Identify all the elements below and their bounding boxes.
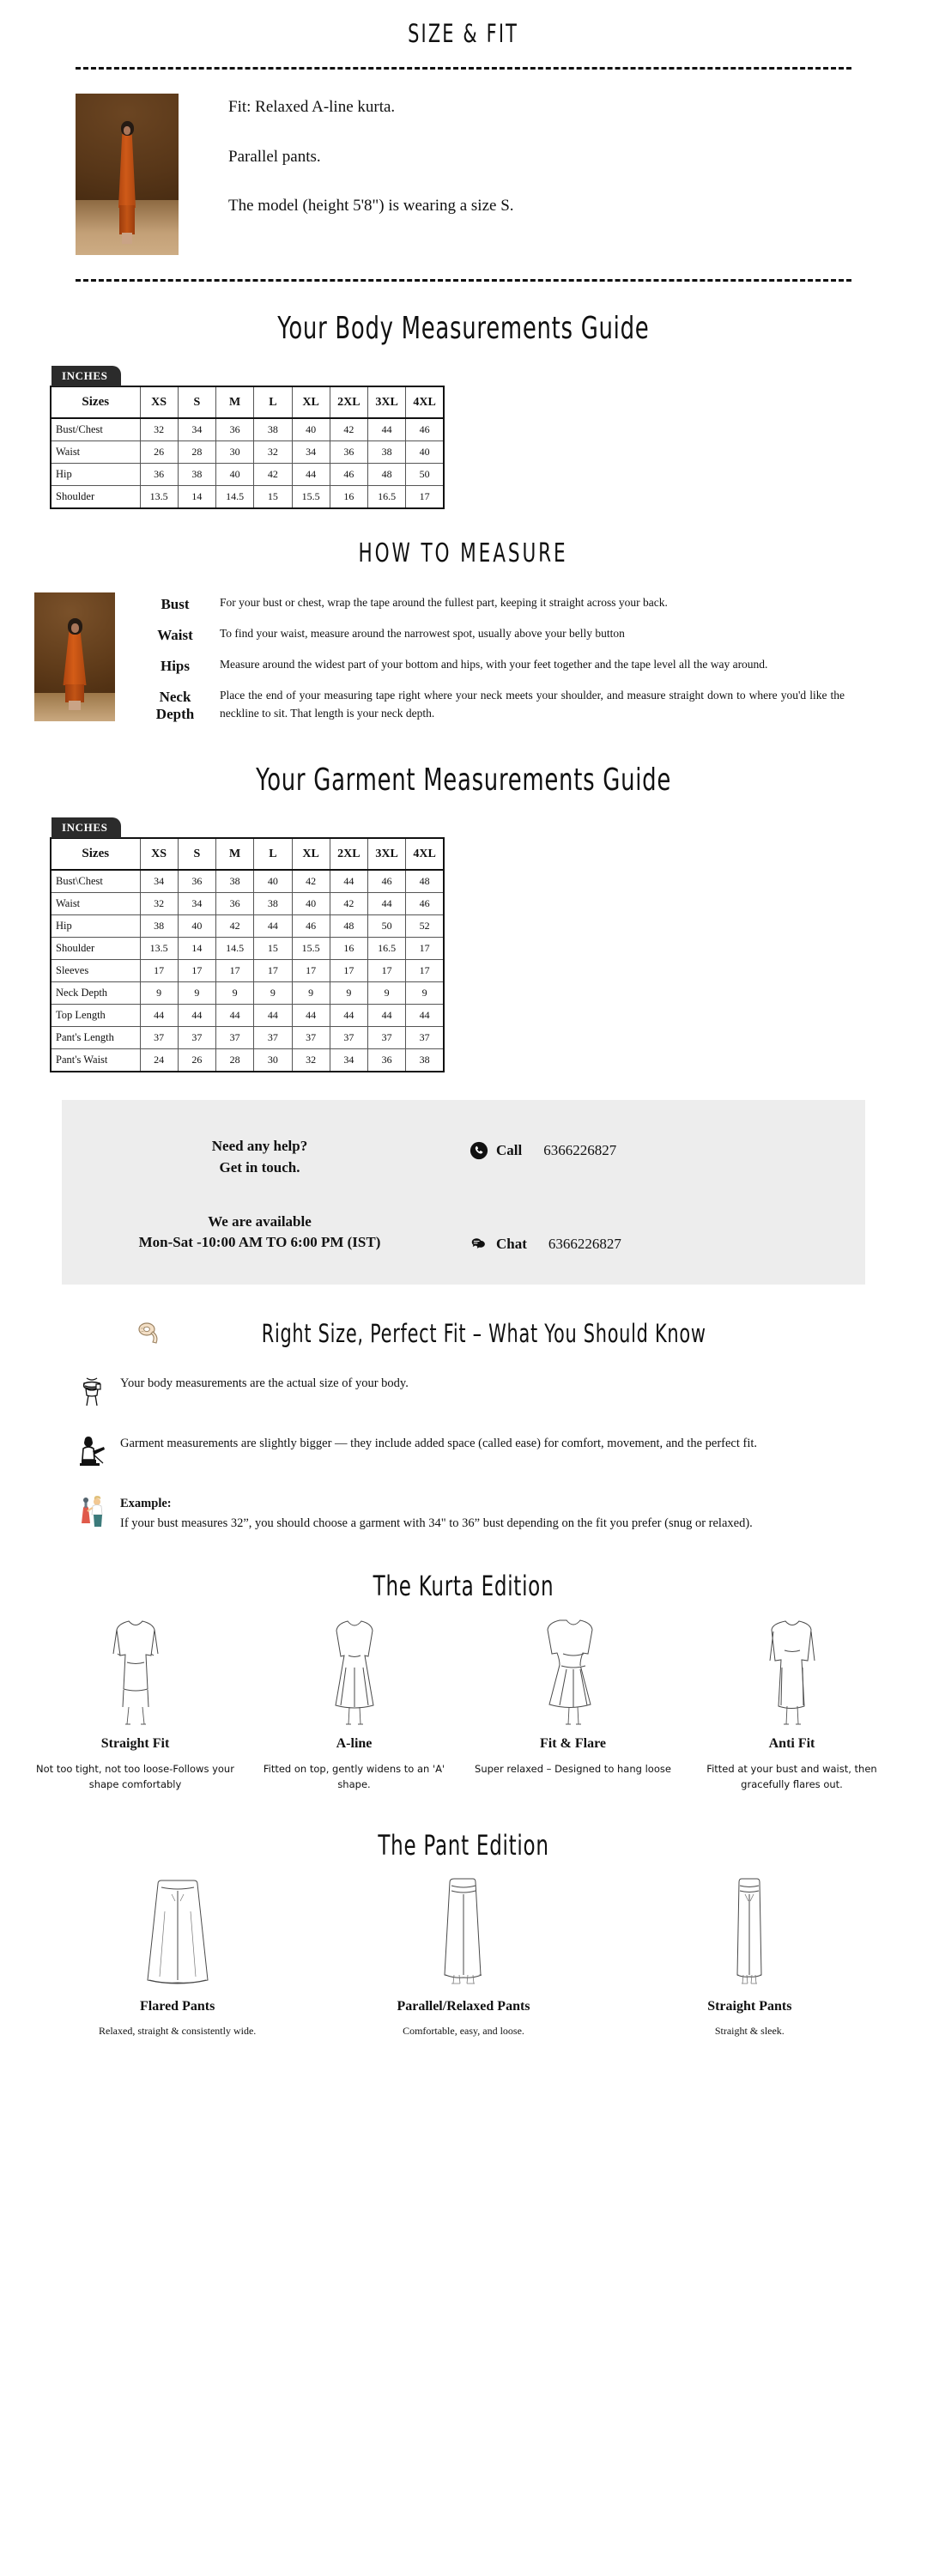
garment-cell: 30 bbox=[254, 1049, 292, 1072]
body-cell: 36 bbox=[216, 418, 254, 441]
garment-cell: 9 bbox=[140, 982, 178, 1005]
page-header bbox=[0, 0, 927, 48]
kurta-label-straight-fit: Straight Fit bbox=[100, 1736, 170, 1752]
pant-desc-flared: Relaxed, straight & consistently wide. bbox=[99, 2024, 257, 2037]
right-size-point-1-text: Your body measurements are the actual size of your body. bbox=[120, 1376, 409, 1390]
garment-cell: 52 bbox=[406, 915, 444, 938]
garment-row-label: Waist bbox=[51, 893, 140, 915]
kurta-label-a-line: A-line bbox=[336, 1736, 373, 1752]
measure-description: To find your waist, measure around the narrowest spot, usually above your belly button bbox=[220, 627, 625, 641]
availability-line-2: Mon-Sat -10:00 AM TO 6:00 PM (IST) bbox=[138, 1234, 381, 1251]
right-size-point-2-text: Garment measurements are slightly bigger — they include added space (called ease) for comfort, movement, and the perfect fit. bbox=[120, 1436, 758, 1450]
garment-cell: 28 bbox=[216, 1049, 254, 1072]
garment-cell: 9 bbox=[368, 982, 406, 1005]
garment-cell: 15.5 bbox=[292, 938, 330, 960]
body-cell: 16 bbox=[330, 486, 367, 509]
garment-guide-table-wrap bbox=[0, 817, 927, 1072]
body-row-label: Bust/Chest bbox=[51, 418, 140, 441]
garment-cell: 34 bbox=[140, 870, 178, 893]
table-row bbox=[51, 893, 444, 915]
right-size-point-1 bbox=[0, 1374, 927, 1408]
garment-cell: 32 bbox=[292, 1049, 330, 1072]
fit-summary-block bbox=[0, 70, 927, 255]
garment-col-4xl: 4XL bbox=[406, 838, 444, 870]
body-cell: 40 bbox=[406, 441, 444, 464]
body-cell: 48 bbox=[368, 464, 406, 486]
right-size-example-text bbox=[120, 1494, 845, 1534]
fitting-illustration-icon bbox=[77, 1494, 106, 1528]
kurta-desc-a-line: Fitted on top, gently widens to an 'A' shape. bbox=[263, 1763, 445, 1790]
garment-cell: 50 bbox=[368, 915, 406, 938]
kurta-figure-straight-fit bbox=[31, 1614, 239, 1726]
body-cell: 17 bbox=[406, 486, 444, 509]
help-text-column bbox=[62, 1131, 457, 1254]
chat-label: Chat bbox=[496, 1235, 527, 1252]
body-row-label: Hip bbox=[51, 464, 140, 486]
body-cell: 34 bbox=[292, 441, 330, 464]
page-title: SIZE & FIT bbox=[408, 19, 519, 48]
body-cell: 44 bbox=[368, 418, 406, 441]
body-col-xs: XS bbox=[140, 386, 178, 418]
garment-cell: 44 bbox=[330, 1005, 367, 1027]
right-size-example bbox=[0, 1494, 927, 1534]
body-col-3xl: 3XL bbox=[368, 386, 406, 418]
garment-cell: 9 bbox=[216, 982, 254, 1005]
pant-card-straight[interactable] bbox=[607, 1870, 893, 2039]
garment-cell: 9 bbox=[292, 982, 330, 1005]
body-cell: 28 bbox=[178, 441, 215, 464]
pant-edition-grid bbox=[0, 1870, 927, 2039]
kurta-figure-fit-flare bbox=[469, 1614, 677, 1726]
garment-cell: 40 bbox=[178, 915, 215, 938]
garment-cell: 17 bbox=[254, 960, 292, 982]
kurta-desc-straight-fit: Not too tight, not too loose-Follows your shape comfortably bbox=[36, 1763, 234, 1790]
measure-description: Measure around the widest part of your bottom and hips, with your feet together and the tape level all the way around. bbox=[220, 658, 768, 671]
garment-cell: 34 bbox=[330, 1049, 367, 1072]
availability-line-1: We are available bbox=[208, 1212, 312, 1230]
call-row[interactable] bbox=[470, 1141, 865, 1160]
call-number[interactable]: 6366226827 bbox=[543, 1142, 617, 1159]
pant-edition-heading-wrap bbox=[0, 1829, 927, 1862]
garment-cell: 37 bbox=[178, 1027, 215, 1049]
garment-cell: 17 bbox=[330, 960, 367, 982]
measuring-tape-icon bbox=[134, 1319, 163, 1348]
garment-cell: 44 bbox=[140, 1005, 178, 1027]
garment-cell: 42 bbox=[216, 915, 254, 938]
garment-col-sizes: Sizes bbox=[51, 838, 140, 870]
garment-cell: 17 bbox=[216, 960, 254, 982]
garment-cell: 46 bbox=[406, 893, 444, 915]
garment-row-label: Pant's Length bbox=[51, 1027, 140, 1049]
garment-cell: 24 bbox=[140, 1049, 178, 1072]
kurta-edition-grid bbox=[0, 1614, 927, 1793]
body-cell: 30 bbox=[216, 441, 254, 464]
garment-cell: 38 bbox=[254, 893, 292, 915]
availability-group bbox=[62, 1212, 457, 1254]
body-cell: 16.5 bbox=[368, 486, 406, 509]
measure-term: Neck Depth bbox=[155, 689, 195, 723]
example-body: If your bust measures 32”, you should choose a garment with 34" to 36” bust depending on the fit you prefer (snug or relaxed). bbox=[120, 1516, 753, 1530]
body-cell: 15 bbox=[254, 486, 292, 509]
table-row bbox=[51, 938, 444, 960]
fit-line-3: The model (height 5'8") is wearing a size S. bbox=[228, 197, 514, 216]
garment-cell: 16 bbox=[330, 938, 367, 960]
kurta-desc-anti-fit: Fitted at your bust and waist, then gracefully flares out. bbox=[706, 1763, 877, 1790]
garment-cell: 38 bbox=[140, 915, 178, 938]
body-measurements-table bbox=[50, 386, 445, 509]
garment-col-3xl: 3XL bbox=[368, 838, 406, 870]
garment-cell: 37 bbox=[254, 1027, 292, 1049]
need-help-group bbox=[62, 1136, 457, 1178]
body-cell: 38 bbox=[368, 441, 406, 464]
chat-number[interactable]: 6366226827 bbox=[548, 1235, 621, 1252]
garment-cell: 17 bbox=[406, 938, 444, 960]
call-label: Call bbox=[496, 1142, 523, 1159]
garment-cell: 37 bbox=[368, 1027, 406, 1049]
measure-term: Bust bbox=[161, 596, 190, 612]
garment-cell: 17 bbox=[140, 960, 178, 982]
chat-icon bbox=[470, 1235, 488, 1254]
garment-cell: 46 bbox=[292, 915, 330, 938]
kurta-edition-heading: The Kurta Edition bbox=[373, 1570, 554, 1603]
pant-figure-straight bbox=[615, 1870, 884, 1990]
pant-figure-parallel bbox=[329, 1870, 597, 1990]
garment-row-label: Bust\Chest bbox=[51, 870, 140, 893]
garment-cell: 37 bbox=[330, 1027, 367, 1049]
kurta-desc-fit-flare: Super relaxed – Designed to hang loose bbox=[475, 1763, 671, 1776]
garment-cell: 36 bbox=[368, 1049, 406, 1072]
garment-row-label: Top Length bbox=[51, 1005, 140, 1027]
kurta-figure-anti-fit bbox=[688, 1614, 896, 1726]
body-col-xl: XL bbox=[292, 386, 330, 418]
pant-label-parallel: Parallel/Relaxed Pants bbox=[397, 1998, 530, 2014]
garment-cell: 44 bbox=[216, 1005, 254, 1027]
kurta-card-anti-fit[interactable] bbox=[682, 1614, 901, 1793]
body-guide-table-wrap bbox=[0, 365, 927, 509]
waist-measure-icon bbox=[77, 1374, 106, 1408]
garment-row-label: Neck Depth bbox=[51, 982, 140, 1005]
body-cell: 26 bbox=[140, 441, 178, 464]
garment-cell: 17 bbox=[292, 960, 330, 982]
body-col-l: L bbox=[254, 386, 292, 418]
garment-cell: 37 bbox=[292, 1027, 330, 1049]
body-cell: 42 bbox=[330, 418, 367, 441]
garment-guide-heading-wrap bbox=[0, 762, 927, 798]
garment-row-label: Pant's Waist bbox=[51, 1049, 140, 1072]
garment-cell: 37 bbox=[216, 1027, 254, 1049]
body-col-sizes: Sizes bbox=[51, 386, 140, 418]
garment-cell: 40 bbox=[292, 893, 330, 915]
table-row bbox=[51, 870, 444, 893]
kurta-figure-a-line bbox=[250, 1614, 458, 1726]
kurta-edition-heading-wrap bbox=[0, 1570, 927, 1602]
kurta-card-a-line[interactable] bbox=[245, 1614, 464, 1793]
pant-edition-heading: The Pant Edition bbox=[378, 1828, 549, 1862]
body-cell: 32 bbox=[140, 418, 178, 441]
garment-cell: 44 bbox=[178, 1005, 215, 1027]
garment-row-label: Shoulder bbox=[51, 938, 140, 960]
pant-figure-flared bbox=[43, 1870, 312, 1990]
table-row bbox=[51, 486, 444, 509]
fit-line-2: Parallel pants. bbox=[228, 147, 321, 166]
body-cell: 44 bbox=[292, 464, 330, 486]
body-col-2xl: 2XL bbox=[330, 386, 367, 418]
measure-instruction-list bbox=[115, 592, 893, 733]
body-row-label: Waist bbox=[51, 441, 140, 464]
phone-icon bbox=[470, 1141, 488, 1160]
pant-desc-parallel: Comfortable, easy, and loose. bbox=[403, 2024, 524, 2037]
body-cell: 40 bbox=[292, 418, 330, 441]
table-row bbox=[51, 1005, 444, 1027]
garment-col-s: S bbox=[178, 838, 215, 870]
measure-row bbox=[130, 623, 893, 644]
garment-cell: 44 bbox=[254, 1005, 292, 1027]
pant-label-straight: Straight Pants bbox=[707, 1998, 792, 2014]
garment-cell: 9 bbox=[406, 982, 444, 1005]
help-contact-column bbox=[457, 1131, 865, 1254]
help-contact-box bbox=[62, 1100, 865, 1285]
model-photo-top bbox=[76, 94, 179, 255]
table-row bbox=[51, 418, 444, 441]
garment-col-xl: XL bbox=[292, 838, 330, 870]
garment-cell: 17 bbox=[406, 960, 444, 982]
body-cell: 46 bbox=[330, 464, 367, 486]
garment-cell: 34 bbox=[178, 893, 215, 915]
need-help-line-1: Need any help? bbox=[211, 1138, 308, 1155]
how-to-measure-heading-wrap bbox=[0, 538, 927, 568]
body-cell: 14.5 bbox=[216, 486, 254, 509]
pant-desc-straight: Straight & sleek. bbox=[714, 2024, 785, 2037]
garment-row-label: Hip bbox=[51, 915, 140, 938]
measure-description: Place the end of your measuring tape right where your neck meets your shoulder, and measure straight down to where you'd like the neckline to sit. That length is your neck depth. bbox=[220, 689, 845, 720]
garment-cell: 9 bbox=[254, 982, 292, 1005]
garment-cell: 44 bbox=[292, 1005, 330, 1027]
table-row bbox=[51, 915, 444, 938]
pant-card-parallel[interactable] bbox=[320, 1870, 606, 2039]
model-photo-measure bbox=[34, 592, 115, 721]
garment-cell: 40 bbox=[254, 870, 292, 893]
body-cell: 50 bbox=[406, 464, 444, 486]
garment-unit-badge: INCHES bbox=[52, 817, 121, 838]
garment-cell: 26 bbox=[178, 1049, 215, 1072]
garment-cell: 37 bbox=[140, 1027, 178, 1049]
garment-col-m: M bbox=[216, 838, 254, 870]
need-help-line-2: Get in touch. bbox=[219, 1158, 300, 1176]
how-to-measure-block bbox=[0, 592, 927, 733]
pant-card-flared[interactable] bbox=[34, 1870, 320, 2039]
how-to-measure-heading: HOW TO MEASURE bbox=[358, 538, 569, 568]
table-row bbox=[51, 1049, 444, 1072]
garment-cell: 36 bbox=[216, 893, 254, 915]
garment-cell: 14.5 bbox=[216, 938, 254, 960]
body-col-4xl: 4XL bbox=[406, 386, 444, 418]
example-label: Example: bbox=[120, 1496, 172, 1510]
measure-description: For your bust or chest, wrap the tape around the fullest part, keeping it straight across your back. bbox=[220, 596, 668, 609]
garment-cell: 48 bbox=[406, 870, 444, 893]
garment-cell: 44 bbox=[368, 1005, 406, 1027]
table-row bbox=[51, 982, 444, 1005]
garment-cell: 9 bbox=[178, 982, 215, 1005]
body-col-s: S bbox=[178, 386, 215, 418]
body-cell: 34 bbox=[178, 418, 215, 441]
table-row bbox=[51, 960, 444, 982]
garment-cell: 48 bbox=[330, 915, 367, 938]
garment-cell: 46 bbox=[368, 870, 406, 893]
divider-bottom bbox=[76, 279, 851, 282]
fit-line-1: Fit: Relaxed A-line kurta. bbox=[228, 98, 396, 116]
garment-cell: 37 bbox=[406, 1027, 444, 1049]
body-guide-heading-wrap bbox=[0, 311, 927, 346]
garment-cell: 44 bbox=[254, 915, 292, 938]
garment-cell: 38 bbox=[406, 1049, 444, 1072]
table-header-row bbox=[51, 386, 444, 418]
table-header-row bbox=[51, 838, 444, 870]
garment-cell: 14 bbox=[178, 938, 215, 960]
body-cell: 15.5 bbox=[292, 486, 330, 509]
garment-col-l: L bbox=[254, 838, 292, 870]
tailor-icon bbox=[77, 1434, 106, 1468]
fit-text-list bbox=[228, 94, 514, 217]
garment-guide-heading: Your Garment Measurements Guide bbox=[256, 762, 671, 799]
measure-term: Waist bbox=[157, 627, 193, 644]
garment-cell: 44 bbox=[406, 1005, 444, 1027]
measure-row bbox=[130, 654, 893, 675]
garment-cell: 38 bbox=[216, 870, 254, 893]
body-cell: 38 bbox=[178, 464, 215, 486]
body-cell: 40 bbox=[216, 464, 254, 486]
table-row bbox=[51, 1027, 444, 1049]
body-unit-badge: INCHES bbox=[52, 366, 121, 386]
chat-row[interactable] bbox=[470, 1235, 865, 1254]
garment-cell: 44 bbox=[368, 893, 406, 915]
measure-term: Hips bbox=[160, 658, 191, 675]
garment-cell: 17 bbox=[368, 960, 406, 982]
right-size-point-2 bbox=[0, 1434, 927, 1468]
measure-row bbox=[130, 685, 893, 723]
garment-col-xs: XS bbox=[140, 838, 178, 870]
measure-row bbox=[130, 592, 893, 613]
kurta-label-anti-fit: Anti Fit bbox=[768, 1736, 815, 1752]
body-cell: 13.5 bbox=[140, 486, 178, 509]
pant-label-flared: Flared Pants bbox=[140, 1998, 215, 2014]
table-row bbox=[51, 464, 444, 486]
body-cell: 46 bbox=[406, 418, 444, 441]
garment-cell: 36 bbox=[178, 870, 215, 893]
right-size-heading-wrap bbox=[0, 1319, 927, 1348]
body-guide-heading: Your Body Measurements Guide bbox=[277, 311, 650, 346]
body-cell: 38 bbox=[254, 418, 292, 441]
garment-row-label: Sleeves bbox=[51, 960, 140, 982]
garment-cell: 9 bbox=[330, 982, 367, 1005]
body-cell: 36 bbox=[140, 464, 178, 486]
body-col-m: M bbox=[216, 386, 254, 418]
garment-cell: 32 bbox=[140, 893, 178, 915]
garment-col-2xl: 2XL bbox=[330, 838, 367, 870]
table-row bbox=[51, 441, 444, 464]
right-size-heading: Right Size, Perfect Fit – What You Should Know bbox=[262, 1318, 706, 1348]
body-cell: 32 bbox=[254, 441, 292, 464]
kurta-card-fit-flare[interactable] bbox=[464, 1614, 682, 1793]
body-cell: 42 bbox=[254, 464, 292, 486]
garment-cell: 17 bbox=[178, 960, 215, 982]
garment-measurements-table bbox=[50, 837, 445, 1072]
garment-cell: 44 bbox=[330, 870, 367, 893]
garment-cell: 42 bbox=[330, 893, 367, 915]
garment-cell: 16.5 bbox=[368, 938, 406, 960]
kurta-label-fit-flare: Fit & Flare bbox=[539, 1736, 606, 1752]
garment-cell: 15 bbox=[254, 938, 292, 960]
garment-cell: 42 bbox=[292, 870, 330, 893]
body-cell: 36 bbox=[330, 441, 367, 464]
body-cell: 14 bbox=[178, 486, 215, 509]
kurta-card-straight-fit[interactable] bbox=[26, 1614, 245, 1793]
garment-cell: 13.5 bbox=[140, 938, 178, 960]
body-row-label: Shoulder bbox=[51, 486, 140, 509]
